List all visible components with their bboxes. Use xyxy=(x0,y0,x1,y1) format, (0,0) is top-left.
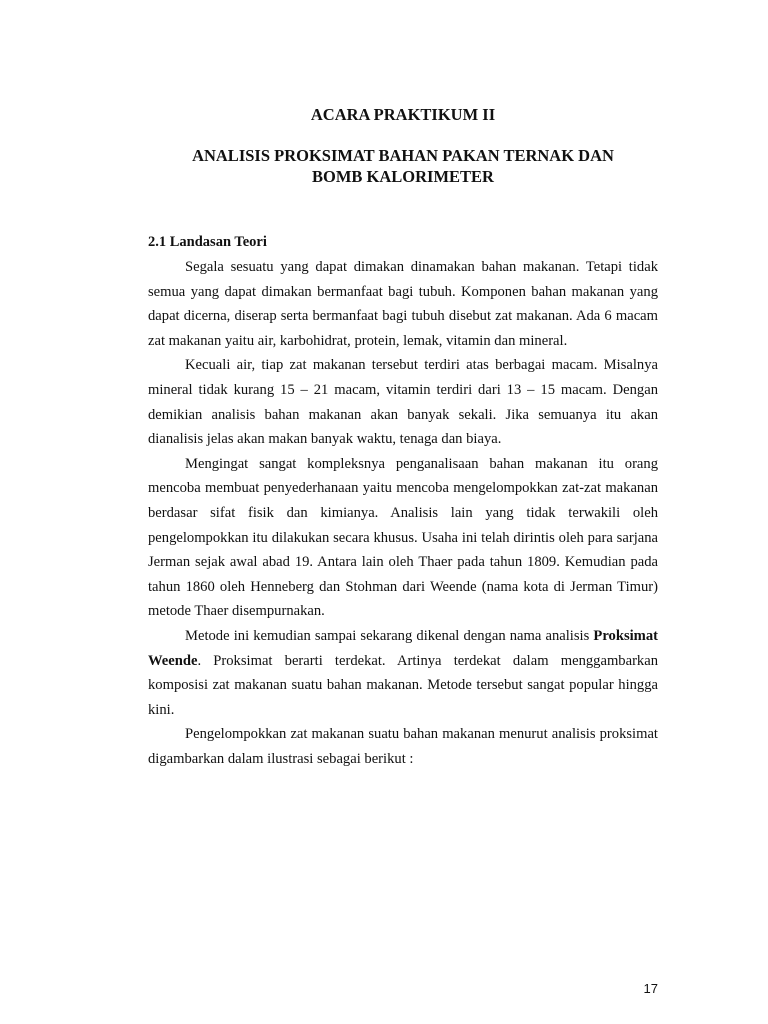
section-heading: 2.1 Landasan Teori xyxy=(148,234,267,250)
body-text xyxy=(148,255,658,771)
paragraph-4 xyxy=(148,624,658,722)
paragraph-5: Pengelompokkan zat makanan suatu bahan makanan menurut analisis proksimat digambarkan dalam ilustrasi sebagai berikut : xyxy=(148,726,658,767)
paragraph-2: Kecuali air, tiap zat makanan tersebut terdiri atas berbagai macam. Misalnya mineral tidak kurang 15 – 21 macam, vitamin terdiri dari 13 – 15 macam. Dengan demikian analisis bahan makanan akan banyak sekali. Jika semuanya itu akan dianalisis jelas akan makan banyak waktu, tenaga dan biaya. xyxy=(148,357,658,448)
document-title: ACARA PRAKTIKUM II xyxy=(310,105,496,124)
paragraph-4-rest: . Proksimat berarti terdekat. Artinya terdekat dalam menggambarkan komposisi zat makanan suatu bahan makanan. Metode tersebut sangat popular hingga kini. xyxy=(148,652,658,718)
document-subtitle xyxy=(148,145,658,187)
subtitle-line-1: ANALISIS PROKSIMAT BAHAN PAKAN TERNAK DAN xyxy=(192,146,614,165)
paragraph-4-lead: Metode ini kemudian sampai sekarang dikenal dengan nama analisis xyxy=(185,627,594,644)
paragraph-1: Segala sesuatu yang dapat dimakan dinamakan bahan makanan. Tetapi tidak semua yang dapat dimakan bermanfaat bagi tubuh. Komponen bahan makanan yang dapat dicerna, diserap serta bermanfaat bagi tubuh disebut zat makanan. Ada 6 macam zat makanan yaitu air, karbohidrat, protein, lemak, vitamin dan mineral. xyxy=(148,259,658,349)
subtitle-line-2: BOMB KALORIMETER xyxy=(312,167,494,186)
page-number: 17 xyxy=(643,981,658,996)
paragraph-3: Mengingat sangat kompleksnya penganalisaan bahan makanan itu orang mencoba membuat penyederhanaan yaitu mencoba mengelompokkan zat-zat makanan berdasar sifat fisik dan kimianya. Analisis lain yang tidak terwakili oleh pengelompokkan itu dilakukan secara khusus. Usaha ini telah dirintis oleh para sarjana Jerman sejak awal abad 19. Antara lain oleh Thaer pada tahun 1809. Kemudian pada tahun 1860 oleh Henneberg dan Stohman dari Weende (nama kota di Jerman Timur) metode Thaer disempurnakan. xyxy=(148,455,658,620)
proksimat-weende-term: Proksimat Weende xyxy=(148,627,658,669)
